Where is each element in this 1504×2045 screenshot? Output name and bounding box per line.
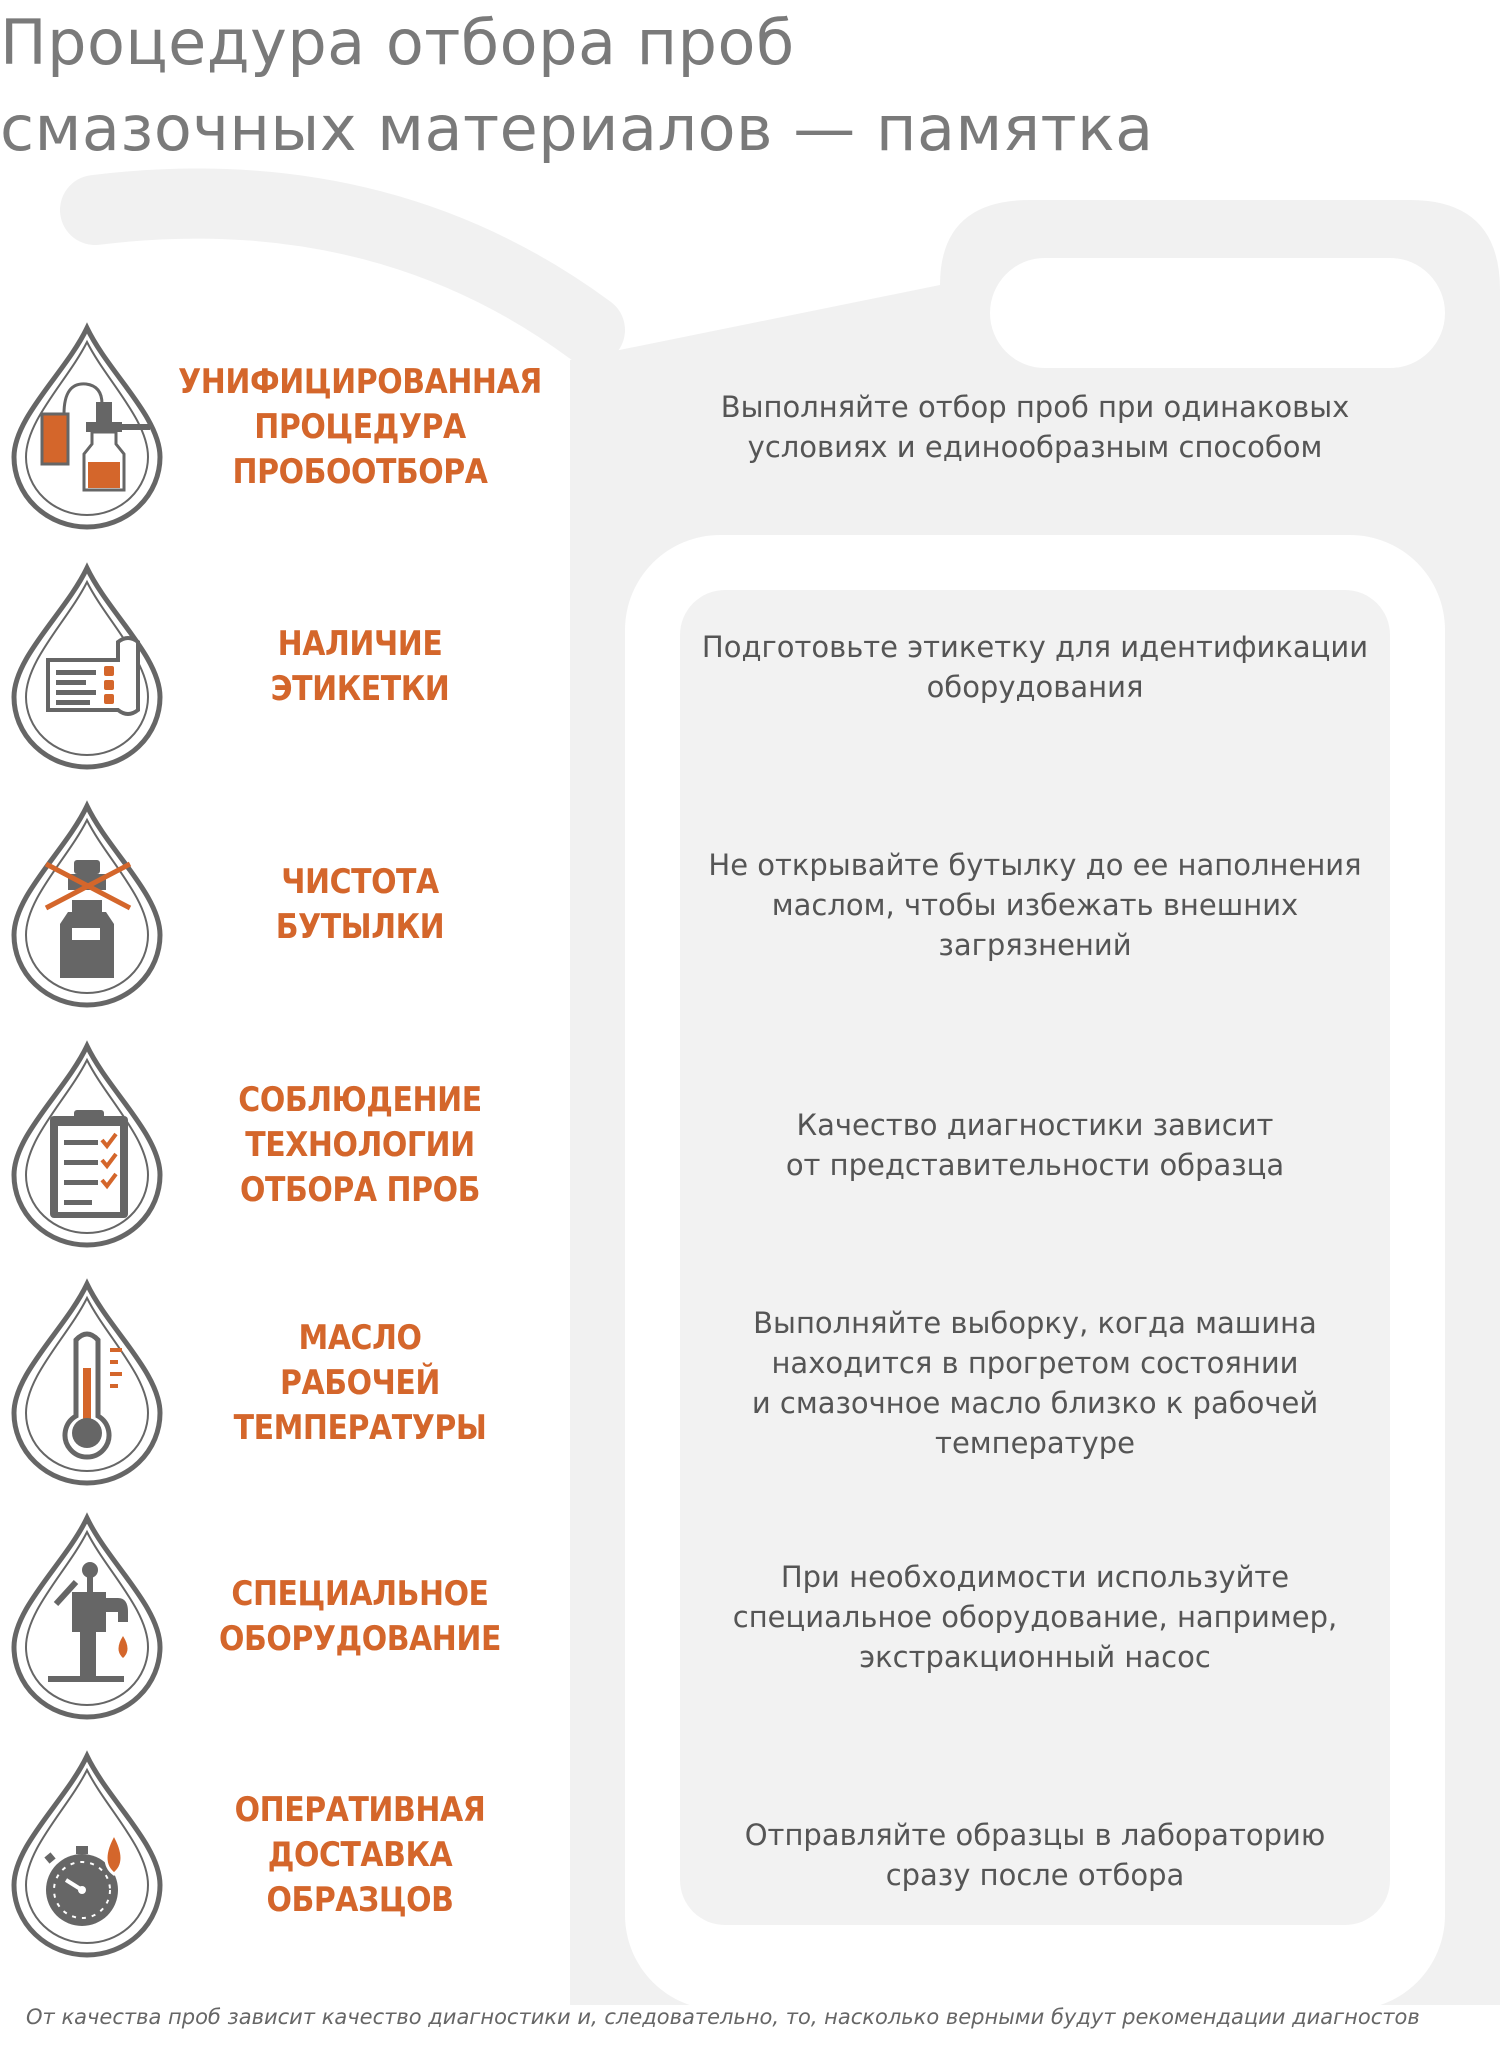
sampling-kit-icon: [6, 322, 168, 532]
step-description: Качество диагностики зависит от представительности образца: [785, 1108, 1285, 1182]
stopwatch-drop-icon: [6, 1750, 168, 1960]
step-row: [0, 322, 1504, 542]
step-label: МАСЛО РАБОЧЕЙ ТЕМПЕРАТУРЫ: [233, 1317, 487, 1448]
step-row: [0, 1512, 1504, 1732]
step-row: [0, 800, 1504, 1020]
step-label: СОБЛЮДЕНИЕ ТЕХНОЛОГИИ ОТБОРА ПРОБ: [238, 1079, 482, 1210]
title-line-1: Процедура отбора проб: [0, 6, 795, 79]
step-row: [0, 1278, 1504, 1498]
footer-note: От качества проб зависит качество диагностики и, следовательно, то, насколько верными будут рекомендации диагностов: [26, 2005, 1420, 2029]
label-document-icon: [6, 562, 168, 772]
step-row: [0, 1040, 1504, 1260]
extraction-pump-icon: [6, 1512, 168, 1722]
step-label: НАЛИЧИЕ ЭТИКЕТКИ: [270, 624, 450, 709]
title-line-2: смазочных материалов — памятка: [0, 92, 1154, 165]
step-row: [0, 562, 1504, 782]
step-label: УНИФИЦИРОВАННАЯ ПРОЦЕДУРА ПРОБООТБОРА: [178, 361, 542, 492]
step-description: Отправляйте образцы в лабораторию сразу после отбора: [744, 1818, 1326, 1892]
step-description: Выполняйте выборку, когда машина находится в прогретом состоянии и смазочное масло близко к рабочей температуре: [751, 1306, 1319, 1460]
checklist-clipboard-icon: [6, 1040, 168, 1250]
step-row: [0, 1750, 1504, 1970]
step-description: Подготовьте этикетку для идентификации оборудования: [701, 630, 1369, 704]
step-description: При необходимости используйте специальное оборудование, например, экстракционный насос: [732, 1560, 1338, 1674]
step-label: ЧИСТОТА БУТЫЛКИ: [275, 862, 445, 947]
step-label: ОПЕРАТИВНАЯ ДОСТАВКА ОБРАЗЦОВ: [234, 1789, 486, 1920]
step-description: Выполняйте отбор проб при одинаковых условиях и единообразным способом: [720, 390, 1350, 464]
thermometer-icon: [6, 1278, 168, 1488]
step-description: Не открывайте бутылку до ее наполнения маслом, чтобы избежать внешних загрязнений: [708, 848, 1362, 962]
clean-bottle-icon: [6, 800, 168, 1010]
step-label: СПЕЦИАЛЬНОЕ ОБОРУДОВАНИЕ: [219, 1574, 501, 1659]
page-title: [0, 0, 1200, 172]
